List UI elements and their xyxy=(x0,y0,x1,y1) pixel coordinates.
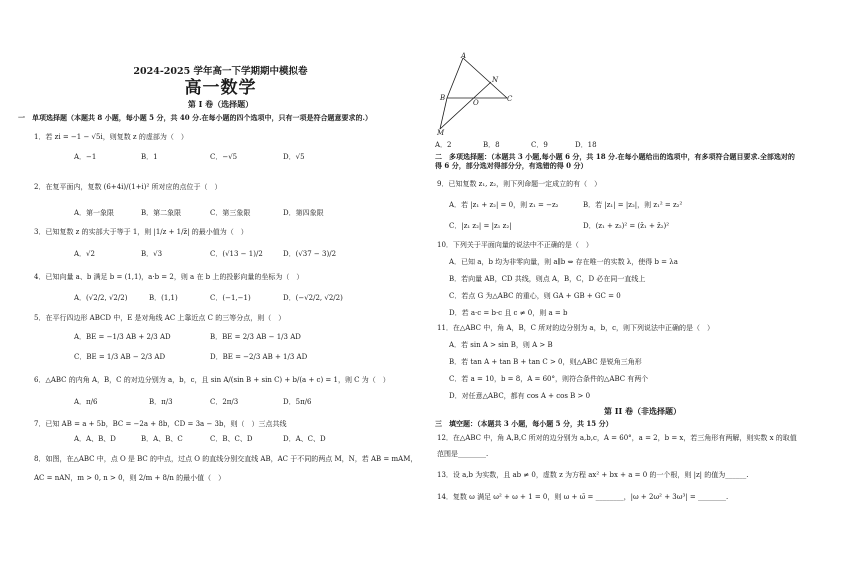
q1-option-d: D．√5 xyxy=(283,153,305,161)
label-c: C xyxy=(507,95,513,103)
exam-title: 2024-2025 学年高一下学期期中模拟卷 xyxy=(133,66,308,77)
question-14: 14．复数 ω 满足 ω² + ω + 1 = 0，则 ω + ω̄ = ________，|ω + 2ω² + 3ω³| = ________. xyxy=(437,493,729,501)
question-6: 6．△ABC 的内角 A，B，C 的对边分别为 a，b，c，且 sin A/(sin B + sin C) + b/(a + c) = 1，则 C 为（ ） xyxy=(34,376,390,384)
q8-option-d: D．18 xyxy=(575,141,597,149)
q8-option-a: A．2 xyxy=(435,141,452,149)
q11-option-c: C．若 a = 10，b = 8，A = 60°，则符合条件的△ABC 有两个 xyxy=(449,375,649,383)
label-n: N xyxy=(492,76,499,84)
volume-1-title: 第 I 卷（选择题） xyxy=(187,99,254,109)
q1-option-c: C．−√5 xyxy=(210,153,238,161)
q5-option-d: D．BE = −2/3 AB + 1/3 AD xyxy=(210,353,308,361)
q8-option-b: B．8 xyxy=(483,141,500,149)
q7-option-b: B．A、B、C xyxy=(141,435,183,443)
question-7: 7．已知 AB = a + 5b，BC = −2a + 8b，CD = 3a − 3b，则（ ）三点共线 xyxy=(34,420,287,428)
question-8: 8．如图，在△ABC 中，点 O 是 BC 的中点，过点 O 的直线分别交直线 AB，AC 于不同的两点 M，N，若 AB = mAM， xyxy=(34,455,418,463)
q6-option-a: A．π/6 xyxy=(74,398,98,406)
question-12: 12．在△ABC 中，角 A,B,C 所对的边分别为 a,b,c，A = 60°，a = 2，b = x，若三角形有两解，则实数 x 的取值 xyxy=(437,434,797,442)
q6-option-b: B．π/3 xyxy=(149,398,173,406)
question-3: 3．已知复数 z 的实部大于等于 1，则 |1/z + 1/z̄| 的最小值为（ ） xyxy=(34,228,248,236)
label-o: O xyxy=(473,99,479,107)
q9-option-b: B．若 |z₁| = |z₂|，则 z₁² = z₂² xyxy=(583,201,683,209)
q2-option-b: B．第二象限 xyxy=(141,209,182,217)
label-a: A xyxy=(461,52,467,60)
q3-option-b: B．√3 xyxy=(141,250,163,258)
q5-option-c: C．BE = 1/3 AB − 2/3 AD xyxy=(74,353,166,361)
volume-2-title: 第 II 卷（非选择题） xyxy=(603,406,682,416)
q5-option-a: A．BE = −1/3 AB + 2/3 AD xyxy=(74,333,171,341)
segment-bm xyxy=(440,98,447,129)
segment-ab xyxy=(447,58,463,98)
q3-option-d: D．(√37 − 3)/2 xyxy=(283,250,337,258)
q4-option-b: B．(1,1) xyxy=(149,294,178,302)
q2-option-d: D．第四象限 xyxy=(283,209,324,217)
question-11: 11．在△ABC 中，角 A，B，C 所对的边分别为 a，b，c，则下列说法中正确的是（ ） xyxy=(437,324,715,332)
q11-option-a: A．若 sin A > sin B，则 A > B xyxy=(449,341,553,349)
question-8-line-2: AC = nAN，m > 0, n > 0，则 2/m + 8/n 的最小值（ ） xyxy=(34,474,226,482)
question-5: 5．在平行四边形 ABCD 中，E 是对角线 AC 上靠近点 C 的三等分点，则（ ） xyxy=(34,314,286,322)
label-b: B xyxy=(440,94,446,102)
triangle-figure xyxy=(435,52,525,136)
q9-option-a: A．若 |z₁ + z₂| = 0，则 z₁ = −z₂ xyxy=(449,201,559,209)
q10-option-d: D．若 a·c = b·c 且 c ≠ 0，则 a = b xyxy=(449,309,568,317)
question-10: 10．下列关于平面向量的说法中不正确的是（ ） xyxy=(437,241,593,249)
question-2: 2．在复平面内，复数 (6+4i)/(1+i)² 所对应的点位于（ ） xyxy=(34,183,222,191)
q3-option-c: C．(√13 − 1)/2 xyxy=(210,250,263,258)
section-1-title: 一 单项选择题（本题共 8 小题，每小题 5 分，共 40 分.在每小题的四个选项中，只有一项是符合题意要求的.） xyxy=(18,113,372,122)
q6-option-c: C．2π/3 xyxy=(210,398,239,406)
q5-option-b: B．BE = 2/3 AB − 1/3 AD xyxy=(210,333,301,341)
q4-option-a: A．(√2/2, √2/2) xyxy=(74,294,128,302)
question-12-line-2: 范围是________. xyxy=(437,450,489,458)
q9-option-d: D．(z₁ + z₂)² = (z̄₁ + z̄₂)² xyxy=(583,222,670,230)
q11-option-b: B．若 tan A + tan B + tan C > 0，则△ABC 是锐角三角形 xyxy=(449,358,642,366)
question-9: 9．已知复数 z₁, z₂，则下列命题一定成立的有（ ） xyxy=(437,180,602,188)
section-3-title: 三 填空题：（本题共 3 小题，每小题 5 分，共 15 分） xyxy=(435,419,613,428)
q8-option-c: C．9 xyxy=(531,141,548,149)
q9-option-c: C．|z₁ z₂| = |z₁ z₂| xyxy=(449,222,512,230)
q7-option-d: D．A、C、D xyxy=(283,435,326,443)
segment-ac xyxy=(463,58,507,98)
section-2-title-line-2: 得 6 分，部分选对得部分分，有选错的得 0 分） xyxy=(435,161,588,170)
q1-option-b: B．1 xyxy=(141,153,158,161)
q1-option-a: A．−1 xyxy=(74,153,97,161)
q6-option-d: D．5π/6 xyxy=(283,398,312,406)
q3-option-a: A．√2 xyxy=(74,250,95,258)
q2-option-c: C．第三象限 xyxy=(210,209,251,217)
segment-mn xyxy=(440,82,491,129)
q7-option-c: C．B、C、D xyxy=(210,435,253,443)
q10-option-b: B．若向量 AB，CD 共线，则点 A，B，C，D 必在同一直线上 xyxy=(449,275,646,283)
q2-option-a: A．第一象限 xyxy=(74,209,115,217)
q7-option-a: A．A、B、D xyxy=(74,435,116,443)
subject-title: 高一数学 xyxy=(184,78,257,98)
q4-option-c: C．(−1,−1) xyxy=(210,294,251,302)
question-13: 13．设 a,b 为实数，且 ab ≠ 0，虚数 z 为方程 ax² + bx + a = 0 的一个根，则 |z| 的值为______. xyxy=(437,471,749,479)
q10-option-a: A．已知 a，b 均为非零向量，则 a∥b ⇔ 存在唯一的实数 λ，使得 b = λa xyxy=(449,258,678,266)
question-4: 4．已知向量 a、b 满足 b = (1,1)，a·b = 2，则 a 在 b 上的投影向量的坐标为（ ） xyxy=(34,273,304,281)
q4-option-d: D．(−√2/2, √2/2) xyxy=(283,294,343,302)
question-1: 1．若 zi = −1 − √5i，则复数 z 的虚部为（ ） xyxy=(34,133,188,141)
label-m: M xyxy=(437,129,445,136)
q11-option-d: D．对任意△ABC，都有 cos A + cos B > 0 xyxy=(449,392,591,400)
section-2-title: 二 多项选择题：（本题共 3 小题,每小题 6 分，共 18 分.在每小题给出的选项中，有多项符合题目要求.全部选对的 xyxy=(435,152,795,161)
q10-option-c: C．若点 G 为△ABC 的重心，则 GA + GB + GC = 0 xyxy=(449,292,621,300)
